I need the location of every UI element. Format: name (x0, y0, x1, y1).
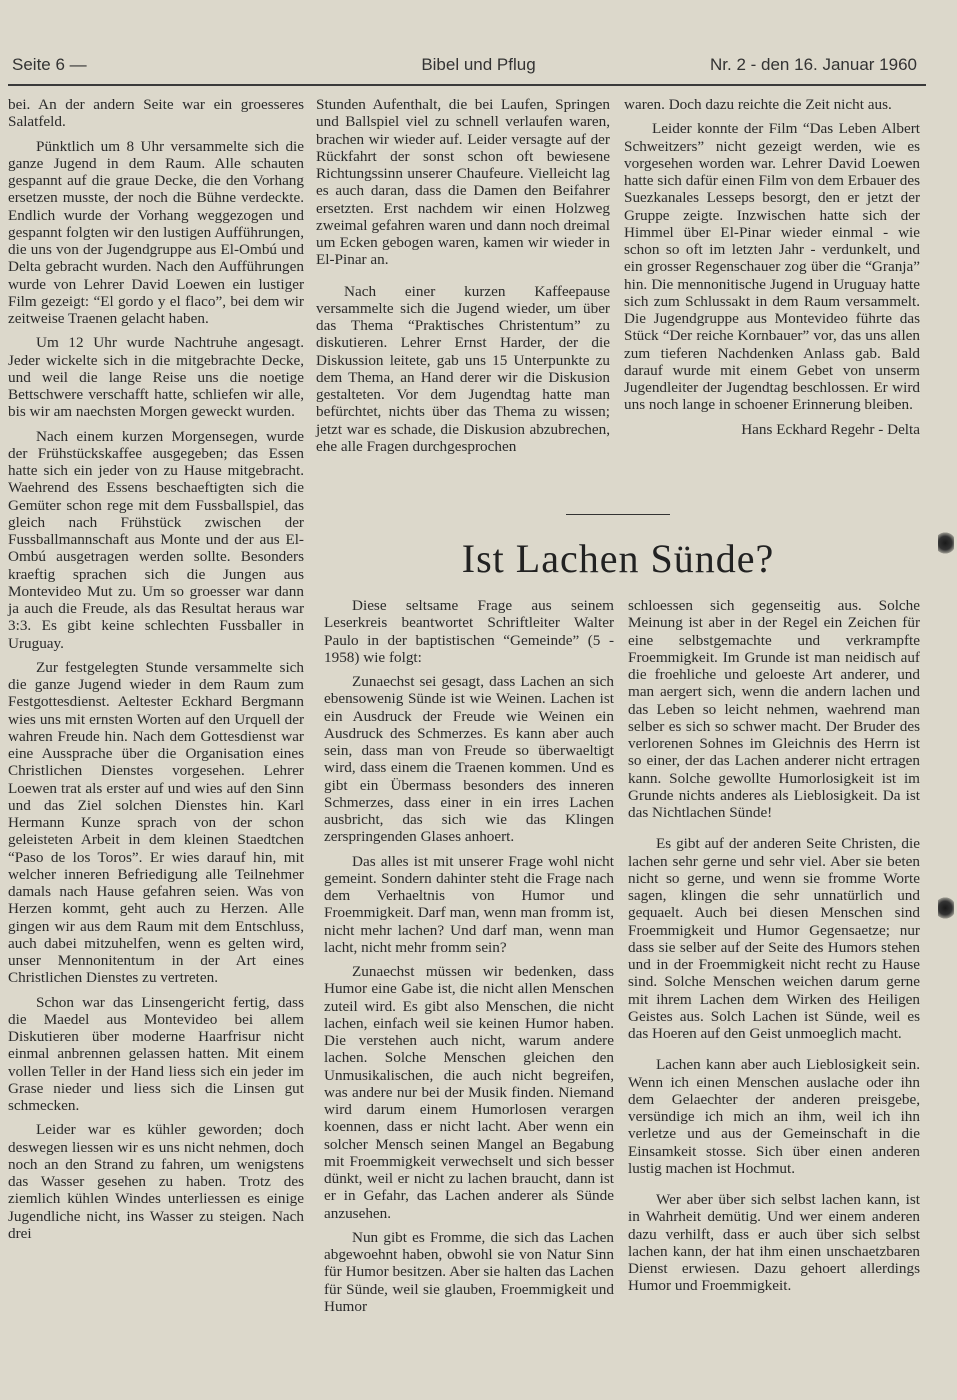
page-header (0, 0, 957, 92)
publication-title: Bibel und Pflug (421, 55, 536, 74)
paragraph: Zunaechst sei gesagt, dass Lachen an sich ebensowenig Sünde ist wie Weinen. Lachen ist ein Ausdruck der Freude wie Weinen ein Ausdruck des Schmerzes. Es kann aber auch sein, dass man von Freude so überwaeltigt wird, dass einem die Traenen kommen. Und es gibt ein Übermass besonders des inneren Schmerzes, dass einer in ein irres Lachen ausbricht, das sich wie das Klingen zerspringenden Glases anhoert. (324, 673, 614, 846)
paragraph: Das alles ist mit unserer Frage wohl nicht gemeint. Sondern dahinter steht die Frage nach dem Verhaeltnis von Humor und Froemmigkeit. Darf man, wenn man fromm ist, nicht mehr lachen? Und darf man, wenn man lacht, nicht mehr fromm sein? (324, 852, 614, 956)
paragraph: schloessen sich gegenseitig aus. Solche Meinung ist aber in der Regel ein Zeichen für eine selbstgemachte und verkrampfte Froemmigkeit. Im Grunde ist man neidisch auf die froehliche und geloeste Art anderer, und man aergert sich, wenn die andern lachen und das Leben so leicht nehmen, waehrend man selber es sich so schwer macht. Der Bruder des verlorenen Sohnes im Gleichnis des Herrn ist so einer, der das Lachen anderer nicht ertragen kann. Solche gewollte Humorlosigkeit ist im Grunde nichts anderes als Lieblosigkeit. Da ist das Nichtlachen Sünde! (628, 597, 920, 821)
paragraph: Nach einem kurzen Morgensegen, wurde der Frühstückskaffee ausgegeben; das Essen hatte sich ein jeder von zu Hause mitgebracht. Waehrend des Essens beschaeftigten sich die Gemüter schon rege mit dem Fussballspiel, das gleich nach Frühstück zwischen der Fussballmannschaft aus Monte und der aus El-Ombú ausgetragen werden sollte. Besonders kraeftig sprachen sich die Jungen aus Montevideo Mut zu. Um so groesser war dann ja auch die Freude, als das Resultat heraus war 3:3. Es gibt keine schlechten Fussballer in Uruguay. (8, 427, 304, 652)
article1-column2 (316, 96, 610, 462)
article2-column2 (628, 597, 920, 1302)
paragraph: Stunden Aufenthalt, die bei Laufen, Springen und Ballspiel viel zu schnell verlaufen waren, brachen wir wieder auf. Leider versagte auf der Rückfahrt der sonst schon oft bewiesene Richtungssinn unserer Chaufeure. Vielleicht lag es auch daran, dass die Damen den Beifahrer ersetzten. Erst nachdem wir einen Holzweg zweimal gefahren waren und dann noch dreimal um Ecken gebogen waren, kamen wir wieder in El-Pinar an. (316, 96, 610, 269)
paragraph: waren. Doch dazu reichte die Zeit nicht aus. (624, 96, 892, 113)
paragraph: Pünktlich um 8 Uhr versammelte sich die ganze Jugend in dem Raum. Alle schauten gespannt auf die graue Decke, die den Vorhang ersetzen musste, der noch die Bühne verdeckte. Endlich wurde der Vorhang weggezogen und gespannt folgten wir den lustigen Aufführungen, die uns von der Jugendgruppe aus El-Ombú und Delta gebracht wurden. Nach den Aufführungen wurde von Lehrer David Loewen ein lustiger Film gezeigt: “El gordo y el flaco”, bei dem wir zeitweise Traenen gelacht haben. (8, 137, 304, 327)
article1-column3 (624, 96, 920, 445)
article2-column1 (324, 597, 614, 1322)
paragraph: Leider war es kühler geworden; doch deswegen liessen wir es uns nicht nehmen, doch noch an den Strand zu fahren, um wenigstens das Wasser gesehen zu haben. Trotz des ziemlich kühlen Windes unterliessen es einige Jugendliche nicht, ins Wasser zu steigen. Nach drei (8, 1121, 304, 1242)
paragraph: Es gibt auf der anderen Seite Christen, die lachen sehr gerne und sehr viel. Aber sie beten nicht so gerne, und wenn sie fromme Worte sagen, klingen die sehr unnatürlich und gequaelt. Auch bei diesen Menschen sind Froemmigkeit und Humor Gegensaetze; nur dass sie selber auf der Seite des Humors stehen und in der Froemmigkeit nicht recht zu Hause sind. Solche Menschen weichen darum gerne mit ihrem Lachen dem Wirken des Heiligen Geistes aus. Solch Lachen ist Sünde, weil es das Hoeren auf den Geist unmoeglich macht. (628, 835, 920, 1042)
paragraph: Diese seltsame Frage aus seinem Leserkreis beantwortet Schriftleiter Walter Paulo in der baptistischen “Gemeinde” (5 - 1958) wie folgt: (324, 597, 614, 666)
punch-hole (938, 896, 954, 920)
author-signature: Hans Eckhard Regehr - Delta (741, 420, 920, 438)
paragraph: Zur festgelegten Stunde versammelte sich die ganze Jugend wieder in dem Raum zum Festgottesdienst. Aeltester Eckhard Bergmann wies uns mit ernsten Worten auf den Urquell der wahren Freude hin. Nach dem Gottesdienst war eine Aussprache über die Organisation eines Christlichen Dienstes vorgesehen. Lehrer Loewen trat als erster auf und wies auf den Sinn und das Ziel solchen Dienstes hin. Karl Hermann Kunze sprach von der schon geleisteten Arbeit in dem kleinen Staedtchen “Paso de los Toros”. Er wies darauf hin, mit welcher inneren Befriedigung alle Teilnehmer damals nach Hause gefahren seien. Was von Herzen kommt, geht auch zu Herzen. Alle gingen wir aus dem Raum mit dem Entschluss, auch dabei mitzuhelfen, wenn es gelten wird, unser Mennonitentum in der Art eines Christlichen Dienstes zu vertreten. (8, 658, 304, 987)
paragraph: Lachen kann aber auch Lieblosigkeit sein. Wenn ich einen Menschen auslache oder ihn dem Gelaechter der anderen preisgebe, versündige ich mich an ihm, weil ich ihn verletze und aus der Gemeinschaft in die Einsamkeit stosse. Sich über einen anderen lustig machen ist Hochmut. (628, 1056, 920, 1177)
article-title: Ist Lachen Sünde? (461, 536, 775, 581)
section-divider (566, 514, 670, 515)
paragraph: bei. An der andern Seite war ein groesseres Salatfeld. (8, 96, 304, 131)
punch-hole (938, 531, 954, 555)
header-rule (8, 84, 926, 86)
paragraph: Um 12 Uhr wurde Nachtruhe angesagt. Jeder wickelte sich in die mitgebrachte Decke, und weil die lange Reise uns die noetige Bettschwere verschafft hatte, schliefen wir alle, bis wir am naechsten Morgen geweckt wurden. (8, 334, 304, 421)
paragraph: Nach einer kurzen Kaffeepause versammelte sich die Jugend wieder, um über das Thema “Praktisches Christentum” zu diskutieren. Lehrer Ernst Harder, der die Diskussion leitete, gab uns 15 Unterpunkte zu dem Thema, an Hand derer wir die Diskusion gestalteten. Vor dem Jugendtag hatte man befürchtet, nichts über das Thema zu wissen; jetzt war es schade, die Diskusion abzubrechen, ehe alle Fragen durchgesprochen (316, 282, 610, 455)
paragraph: Leider konnte der Film “Das Leben Albert Schweitzers” nicht gezeigt werden, wie es vorgesehen worden war. Lehrer David Loewen hatte sich dafür einen Film von dem Erbauer des Suezkanales Lesseps besorgt, den er jetzt der Gruppe zeigte. Inzwischen hatte sich der Himmel über El-Pinar wieder einmal - wie schon so oft im letzten Jahr - verdunkelt, und ein grosser Regenschauer zog über die “Granja” hin. Die mennonitische Jugend in Uruguay hatte sich zum Schlussakt in dem Raum versammelt. Die Jugendgruppe aus Montevideo führte das Stück “Der reiche Kornbauer” vor, das uns allen zum tieferen Nachdenken Anlass gab. Bald darauf wurde mit einem Gebet von unserm Jugendleiter der Jugendtag beschlossen. Er wird uns noch lange in schoener Erinnerung bleiben. (624, 120, 920, 414)
article1-column1 (8, 96, 304, 1249)
paragraph: Nun gibt es Fromme, die sich das Lachen abgewoehnt haben, obwohl sie von Natur Sinn für Humor besitzen. Aber sie halten das Lachen für Sünde, weil sie glauben, Froemmigkeit und Humor (324, 1228, 614, 1315)
paragraph: Zunaechst müssen wir bedenken, dass Humor eine Gabe ist, die nicht allen Menschen zuteil wird. Es gibt also Menschen, die nicht lachen, einfach weil sie keinen Humor haben. Die verstehen auch nicht, warum andere lachen. Solche Menschen gleichen den Unmusikalischen, die auch nicht begreifen, was andere nur bei der Musik finden. Niemand wird darum einem Humorlosen verargen koennen, dass er nicht lacht. Aber wenn ein solcher Mensch seinen Mangel an Begabung mit Froemmigkeit verwechselt und sich besser dünkt, weil er nicht zu lachen braucht, dann ist er in Gefahr, das Lachen anderer als Sünde anzusehen. (324, 963, 614, 1222)
paragraph: Wer aber über sich selbst lachen kann, ist in Wahrheit demütig. Und wer einem anderen dazu verhilft, dass er auch über sich selbst lachen kann, der hat ihm einen unschaetzbaren Dienst erwiesen. Dazu gehoert allerdings Humor und Froemmigkeit. (628, 1191, 920, 1295)
page-number: Seite 6 — (12, 55, 87, 74)
paragraph: Schon war das Linsengericht fertig, dass die Maedel aus Montevideo bei allem Diskutieren über moderne Haarfrisur nicht einmal anbrennen gelassen hatten. Mit einem vollen Teller in der Hand liess sich ein jeder im Grase nieder und liess sich die Linsen gut schmecken. (8, 993, 304, 1114)
issue-date: Nr. 2 - den 16. Januar 1960 (710, 55, 917, 74)
